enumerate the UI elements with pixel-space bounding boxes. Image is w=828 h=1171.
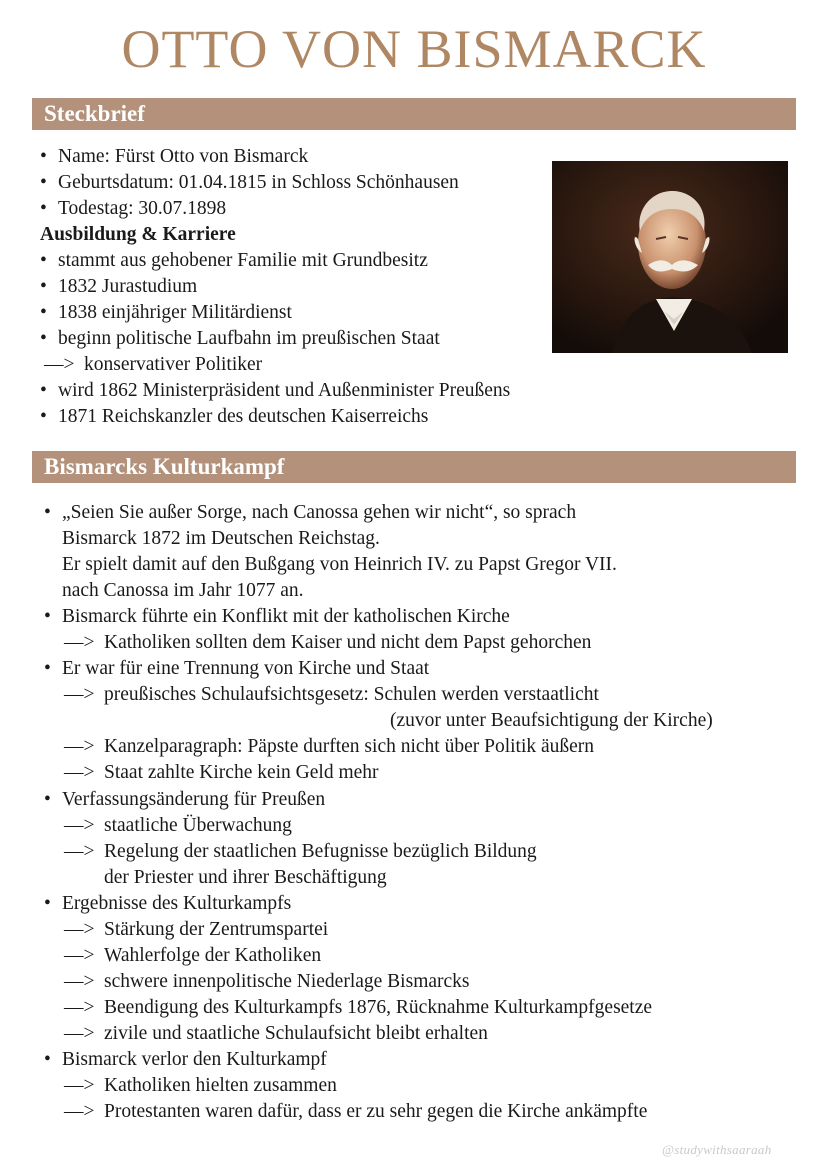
trennung-sub-continuation: (zuvor unter Beaufsichtigung der Kirche) — [390, 710, 713, 731]
verfassung-sub-text: staatliche Überwachung — [104, 815, 292, 836]
career-item: • 1838 einjähriger Militärdienst — [40, 300, 292, 326]
konflikt-sub-text: Katholiken sollten dem Kaiser und nicht dem Papst gehorchen — [104, 632, 592, 653]
arrow-glyph: —> — [64, 841, 95, 862]
verlor-sub — [64, 1073, 337, 1099]
ergebnisse-sub-text: Stärkung der Zentrumspartei — [104, 919, 329, 940]
career-item: • beginn politische Laufbahn im preußischen Staat — [40, 326, 440, 352]
arrow-glyph: —> — [64, 971, 95, 992]
arrow-glyph: —> — [64, 736, 95, 757]
steckbrief-name: • Name: Fürst Otto von Bismarck — [40, 144, 308, 170]
quote-line: • „Seien Sie außer Sorge, nach Canossa gehen wir nicht“, so sprach — [44, 500, 576, 526]
arrow-glyph: —> — [64, 919, 95, 940]
quote-line: Bismarck 1872 im Deutschen Reichstag. — [62, 528, 380, 549]
career-arrow-text: konservativer Politiker — [84, 354, 263, 375]
verlor-sub-text: Protestanten waren dafür, dass er zu sehr gegen die Kirche ankämpfte — [104, 1101, 648, 1122]
steckbrief-deathdate: • Todestag: 30.07.1898 — [40, 196, 226, 222]
career-item: • 1832 Jurastudium — [40, 274, 197, 300]
trennung-sub — [64, 682, 599, 708]
portrait-illustration — [552, 161, 788, 353]
trennung-sub-text: Kanzelparagraph: Päpste durften sich nicht über Politik äußern — [104, 736, 595, 757]
career-item: • stammt aus gehobener Familie mit Grundbesitz — [40, 248, 428, 274]
trennung-sub-text: Staat zahlte Kirche kein Geld mehr — [104, 762, 379, 783]
bismarck-portrait — [552, 161, 788, 353]
trennung-item: • Er war für eine Trennung von Kirche und Staat — [44, 656, 429, 682]
section-heading-kulturkampf: Bismarcks Kulturkampf — [32, 451, 796, 483]
arrow-glyph: —> — [64, 815, 95, 836]
trennung-sub — [64, 760, 379, 786]
verlor-item: • Bismarck verlor den Kulturkampf — [44, 1047, 327, 1073]
ergebnisse-item: • Ergebnisse des Kulturkampfs — [44, 891, 291, 917]
ergebnisse-sub — [64, 917, 328, 943]
ergebnisse-sub — [64, 969, 470, 995]
konflikt-sub — [64, 630, 591, 656]
arrow-glyph: —> — [64, 1075, 95, 1096]
ergebnisse-sub — [64, 943, 321, 969]
steckbrief-birthdate: • Geburtsdatum: 01.04.1815 in Schloss Schönhausen — [40, 170, 459, 196]
quote-line: nach Canossa im Jahr 1077 an. — [62, 580, 304, 601]
ergebnisse-sub-text: Wahlerfolge der Katholiken — [104, 945, 322, 966]
section-heading-steckbrief: Steckbrief — [32, 98, 796, 130]
verlor-sub — [64, 1099, 647, 1125]
page-title: OTTO VON BISMARCK — [121, 19, 707, 79]
arrow-glyph: —> — [64, 1101, 95, 1122]
ergebnisse-sub-text: zivile und staatliche Schulaufsicht bleibt erhalten — [104, 1023, 488, 1044]
ergebnisse-sub — [64, 1021, 488, 1047]
verfassung-sub-continuation: der Priester und ihrer Beschäftigung — [104, 867, 387, 888]
arrow-glyph: —> — [64, 762, 95, 783]
career-item: • wird 1862 Ministerpräsident und Außenminister Preußens — [40, 378, 510, 404]
arrow-glyph: —> — [44, 354, 75, 375]
verfassung-sub — [64, 839, 537, 865]
arrow-glyph: —> — [64, 632, 95, 653]
career-arrow-line — [44, 352, 262, 378]
verfassung-sub — [64, 813, 292, 839]
ergebnisse-sub-text: Beendigung des Kulturkampfs 1876, Rücknahme Kulturkampfgesetze — [104, 997, 653, 1018]
arrow-glyph: —> — [64, 997, 95, 1018]
verlor-sub-text: Katholiken hielten zusammen — [104, 1075, 337, 1096]
trennung-sub — [64, 734, 594, 760]
trennung-sub-text: preußisches Schulaufsichtsgesetz: Schulen werden verstaatlicht — [104, 684, 599, 705]
career-item: • 1871 Reichskanzler des deutschen Kaiserreichs — [40, 404, 428, 430]
arrow-glyph: —> — [64, 1023, 95, 1044]
ergebnisse-sub — [64, 995, 652, 1021]
konflikt-item: • Bismarck führte ein Konflikt mit der katholischen Kirche — [44, 604, 510, 630]
quote-line: Er spielt damit auf den Bußgang von Heinrich IV. zu Papst Gregor VII. — [62, 554, 617, 575]
verfassung-sub-text: Regelung der staatlichen Befugnisse bezüglich Bildung — [104, 841, 537, 862]
career-subheading: Ausbildung & Karriere — [40, 224, 236, 245]
arrow-glyph: —> — [64, 945, 95, 966]
watermark: @studywithsaaraah — [662, 1142, 772, 1157]
ergebnisse-sub-text: schwere innenpolitische Niederlage Bismarcks — [104, 971, 470, 992]
verfassung-item: • Verfassungsänderung für Preußen — [44, 787, 325, 813]
arrow-glyph: —> — [64, 684, 95, 705]
